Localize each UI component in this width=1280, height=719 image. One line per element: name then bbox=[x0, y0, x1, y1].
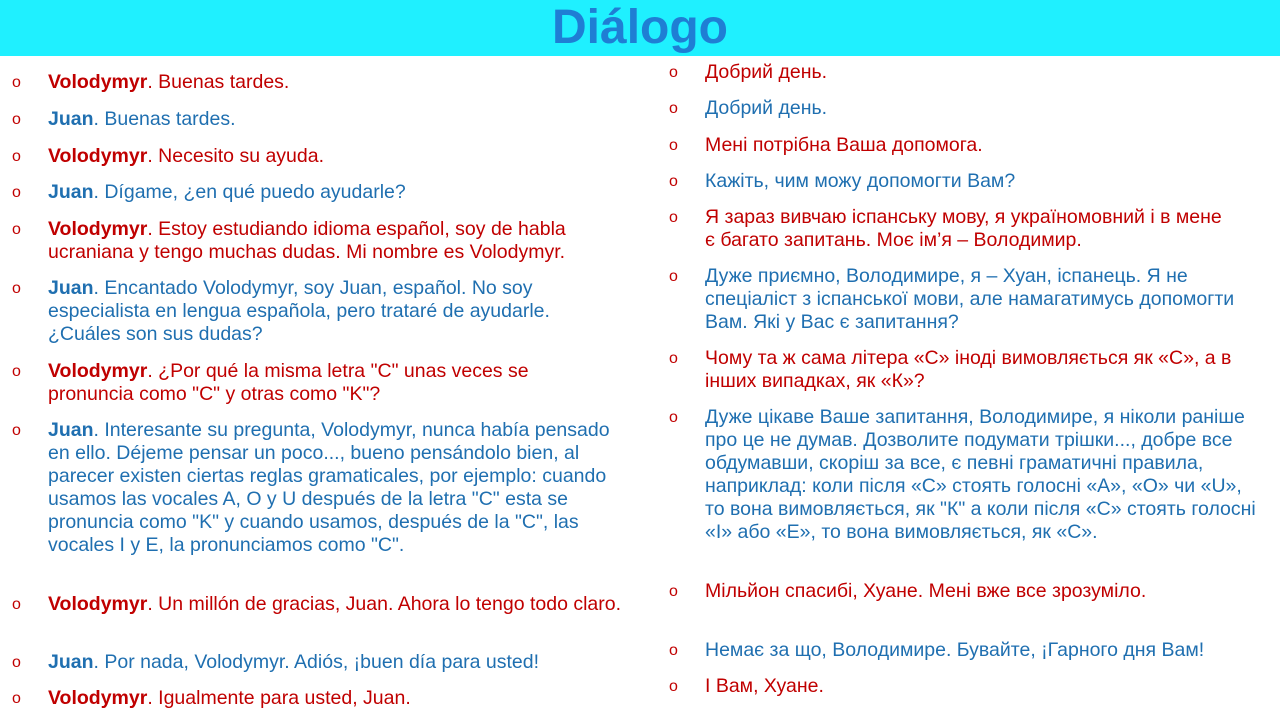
spanish-line-11 bbox=[12, 687, 628, 710]
bullet-icon: o bbox=[12, 690, 21, 707]
line-text: Чому та ж сама літера «С» іноді вимовляється як «С», а в інших випадках, як «К»? bbox=[705, 347, 1232, 392]
ukrainian-line-10 bbox=[669, 639, 1275, 662]
line-text: Добрий день. bbox=[705, 61, 828, 83]
bullet-icon: o bbox=[12, 184, 21, 201]
line-text: . Igualmente para usted, Juan. bbox=[147, 687, 411, 709]
line-text: Добрий день. bbox=[705, 97, 828, 119]
spanish-line-3 bbox=[12, 145, 628, 168]
line-text: . Estoy estudiando idioma español, soy de habla ucraniana y tengo muchas dudas. Mi nombre es Volodymyr. bbox=[48, 218, 566, 263]
bullet-icon: o bbox=[669, 64, 678, 81]
bullet-icon: o bbox=[669, 268, 678, 285]
speaker-name: Juan bbox=[48, 277, 94, 299]
bullet-icon: o bbox=[12, 280, 21, 297]
spanish-line-10 bbox=[12, 651, 628, 674]
bullet-icon: o bbox=[669, 137, 678, 154]
bullet-icon: o bbox=[12, 363, 21, 380]
speaker-name: Juan bbox=[48, 108, 94, 130]
bullet-icon: o bbox=[12, 422, 21, 439]
spanish-line-1 bbox=[12, 71, 628, 94]
bullet-icon: o bbox=[669, 409, 678, 426]
line-text: . Dígame, ¿en qué puedo ayudarle? bbox=[93, 181, 406, 203]
bullet-icon: o bbox=[669, 583, 678, 600]
line-text: І Вам, Хуане. bbox=[705, 675, 824, 697]
bullet-icon: o bbox=[669, 173, 678, 190]
spanish-line-7 bbox=[12, 360, 593, 406]
ukrainian-line-11 bbox=[669, 675, 1265, 698]
bullet-icon: o bbox=[12, 596, 21, 613]
speaker-name: Volodymyr bbox=[48, 593, 148, 615]
ukrainian-line-9 bbox=[669, 580, 1265, 603]
line-text: . Un millón de gracias, Juan. Ahora lo tengo todo claro. bbox=[147, 593, 622, 615]
bullet-icon: o bbox=[12, 148, 21, 165]
spanish-line-9 bbox=[12, 593, 623, 616]
speaker-name: Volodymyr bbox=[48, 71, 148, 93]
page-title: Diálogo bbox=[552, 1, 728, 54]
bullet-icon: o bbox=[12, 654, 21, 671]
line-text: Кажіть, чим можу допомогти Вам? bbox=[705, 170, 1016, 192]
ukrainian-line-6 bbox=[669, 265, 1250, 334]
spanish-line-4 bbox=[12, 181, 628, 204]
spanish-line-8 bbox=[12, 419, 628, 557]
line-text: Мені потрібна Ваша допомога. bbox=[705, 134, 983, 156]
speaker-name: Volodymyr bbox=[48, 360, 148, 382]
line-text: Я зараз вивчаю іспанську мову, я україномовний і в мене є багато запитань. Моє ім’я – Володимир. bbox=[705, 206, 1222, 251]
ukrainian-line-8 bbox=[669, 406, 1260, 544]
bullet-icon: o bbox=[12, 74, 21, 91]
spanish-line-5 bbox=[12, 218, 623, 264]
line-text: . Necesito su ayuda. bbox=[147, 145, 325, 167]
bullet-icon: o bbox=[669, 350, 678, 367]
spanish-line-2 bbox=[12, 108, 628, 131]
line-text: . Por nada, Volodymyr. Adiós, ¡buen día para usted! bbox=[93, 651, 540, 673]
bullet-icon: o bbox=[669, 209, 678, 226]
speaker-name: Volodymyr bbox=[48, 145, 148, 167]
ukrainian-line-1 bbox=[669, 61, 1265, 84]
speaker-name: Juan bbox=[48, 181, 94, 203]
line-text: . Encantado Volodymyr, soy Juan, español. No soy especialista en lengua española, pero trataré de ayudarle. ¿Cuáles son sus dudas? bbox=[48, 277, 550, 345]
ukrainian-line-5 bbox=[669, 206, 1230, 252]
ukrainian-line-4 bbox=[669, 170, 1265, 193]
line-text: . ¿Por qué la misma letra "C" unas veces se pronuncia como "C" y otras como "K"? bbox=[48, 360, 529, 405]
title-banner bbox=[0, 0, 1280, 56]
speaker-name: Volodymyr bbox=[48, 218, 148, 240]
line-text: Мільйон спасибі, Хуане. Мені вже все зрозуміло. bbox=[705, 580, 1147, 602]
line-text: . Buenas tardes. bbox=[93, 108, 236, 130]
speaker-name: Juan bbox=[48, 419, 94, 441]
line-text: . Interesante su pregunta, Volodymyr, nunca había pensado en ello. Déjeme pensar un poco..., bueno pensándolo bien, al parecer existen ciertas reglas gramaticales, por ejemplo: cuando usamos las vocales A, O y U después de la letra "C" esta se pronuncia como "K" y cuando usamos, después de la "C", las vocales I y E, la pronunciamos como "C". bbox=[48, 419, 610, 556]
spanish-line-6 bbox=[12, 277, 618, 346]
line-text: . Buenas tardes. bbox=[147, 71, 290, 93]
ukrainian-line-2 bbox=[669, 97, 1265, 120]
ukrainian-line-3 bbox=[669, 134, 1265, 157]
speaker-name: Volodymyr bbox=[48, 687, 148, 709]
line-text: Дуже приємно, Володимире, я – Хуан, іспанець. Я не спеціаліст з іспанської мови, але намагатимусь допомогти Вам. Які у Вас є запитання? bbox=[705, 265, 1235, 333]
ukrainian-line-7 bbox=[669, 347, 1250, 393]
speaker-name: Juan bbox=[48, 651, 94, 673]
bullet-icon: o bbox=[12, 221, 21, 238]
line-text: Дуже цікаве Ваше запитання, Володимире, я ніколи раніше про це не думав. Дозволите подумати трішки..., добре все обдумавши, скоріш за все, є певні граматичні правила, наприклад: коли після «С» стоять голосні «А», «О» чи «U», то вона вимовляється, як "К" а коли після «С» стоять голосні «І» або «Е», то вона вимовляється, як «С». bbox=[705, 406, 1256, 543]
bullet-icon: o bbox=[669, 100, 678, 117]
line-text: Немає за що, Володимире. Бувайте, ¡Гарного дня Вам! bbox=[705, 639, 1205, 661]
bullet-icon: o bbox=[12, 111, 21, 128]
bullet-icon: o bbox=[669, 642, 678, 659]
bullet-icon: o bbox=[669, 678, 678, 695]
